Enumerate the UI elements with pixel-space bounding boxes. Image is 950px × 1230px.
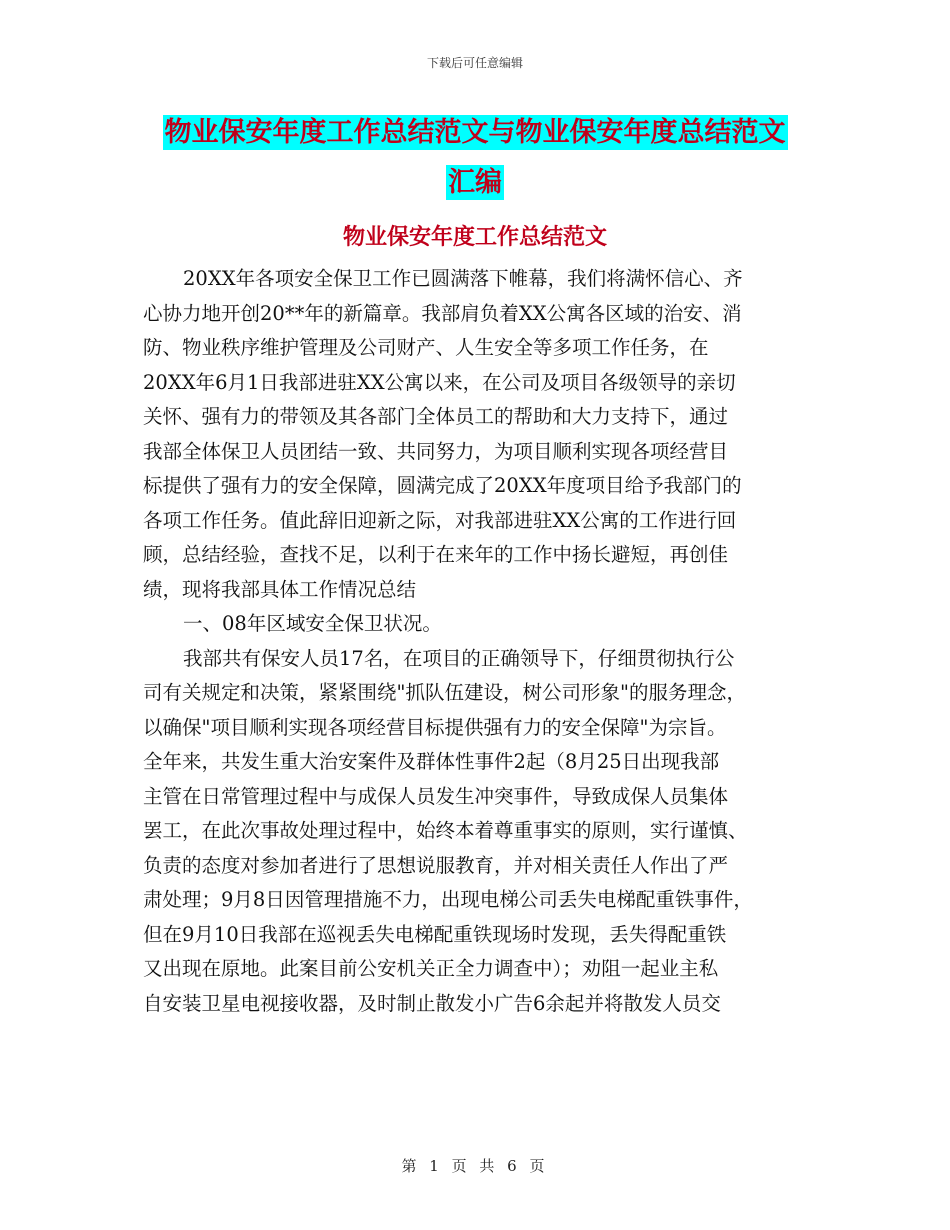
body-line: 心协力地开创20**年的新篇章。我部肩负着XX公寓各区域的治安、消 bbox=[143, 301, 742, 325]
document-title-line-2: 汇编 bbox=[448, 167, 502, 198]
body-line: 司有关规定和决策，紧紧围绕"抓队伍建设，树公司形象"的服务理念， bbox=[143, 681, 746, 704]
body-line: 绩，现将我部具体工作情况总结 bbox=[143, 577, 417, 601]
body-line: 各项工作任务。值此辞旧迎新之际，对我部进驻XX公寓的工作进行回 bbox=[143, 508, 737, 532]
body-line: 防、物业秩序维护管理及公司财产、人生安全等多项工作任务，在 bbox=[143, 336, 709, 359]
body-line: 肃处理；9月8日因管理措施不力，出现电梯公司丢失电梯配重铁事件， bbox=[143, 888, 753, 911]
page-number: 第 1 页 共 6 页 bbox=[401, 1157, 549, 1175]
body-line: 全年来，共发生重大治安案件及群体性事件2起（8月25日出现我部 bbox=[143, 750, 720, 773]
body-line: 自安装卫星电视接收器，及时制止散发小广告6余起并将散发人员交 bbox=[143, 991, 721, 1015]
body-line: 罢工，在此次事故处理过程中，始终本着尊重事实的原则，实行谨慎、 bbox=[143, 819, 748, 842]
body-text bbox=[143, 262, 813, 1021]
body-line: 标提供了强有力的安全保障，圆满完成了20XX年度项目给予我部门的 bbox=[143, 474, 742, 497]
section-title: 物业保安年度工作总结范文 bbox=[342, 225, 607, 250]
body-line: 20XX年各项安全保卫工作已圆满落下帷幕，我们将满怀信心、齐 bbox=[183, 267, 743, 290]
download-note: 下载后可任意编辑 bbox=[426, 56, 523, 70]
document-title-line-1: 物业保安年度工作总结范文与物业保安年度总结范文 bbox=[164, 117, 786, 148]
body-line: 20XX年6月1日我部进驻XX公寓以来，在公司及项目各级领导的亲切 bbox=[143, 370, 736, 394]
document-title bbox=[0, 108, 950, 208]
body-line: 但在9月10日我部在巡视丢失电梯配重铁现场时发现，丢失得配重铁 bbox=[143, 922, 727, 946]
body-line: 顾，总结经验，查找不足，以利于在来年的工作中扬长避短，再创佳 bbox=[143, 543, 729, 566]
body-line: 我部共有保安人员17名，在项目的正确领导下，仔细贯彻执行公 bbox=[183, 646, 735, 670]
body-line: 又出现在原地。此案目前公安机关正全力调查中）；劝阻一起业主私 bbox=[143, 957, 719, 980]
body-line: 主管在日常管理过程中与成保人员发生冲突事件，导致成保人员集体 bbox=[143, 784, 729, 808]
body-line: 负责的态度对参加者进行了思想说服教育，并对相关责任人作出了严 bbox=[143, 853, 729, 877]
section-heading-1: 一、08年区域安全保卫状况。 bbox=[183, 612, 442, 635]
body-line: 我部全体保卫人员团结一致、共同努力，为项目顺利实现各项经营目 bbox=[143, 439, 729, 463]
body-line: 关怀、强有力的带领及其各部门全体员工的帮助和大力支持下，通过 bbox=[143, 405, 729, 428]
body-line: 以确保"项目顺利实现各项经营目标提供强有力的安全保障"为宗旨。 bbox=[143, 715, 727, 739]
